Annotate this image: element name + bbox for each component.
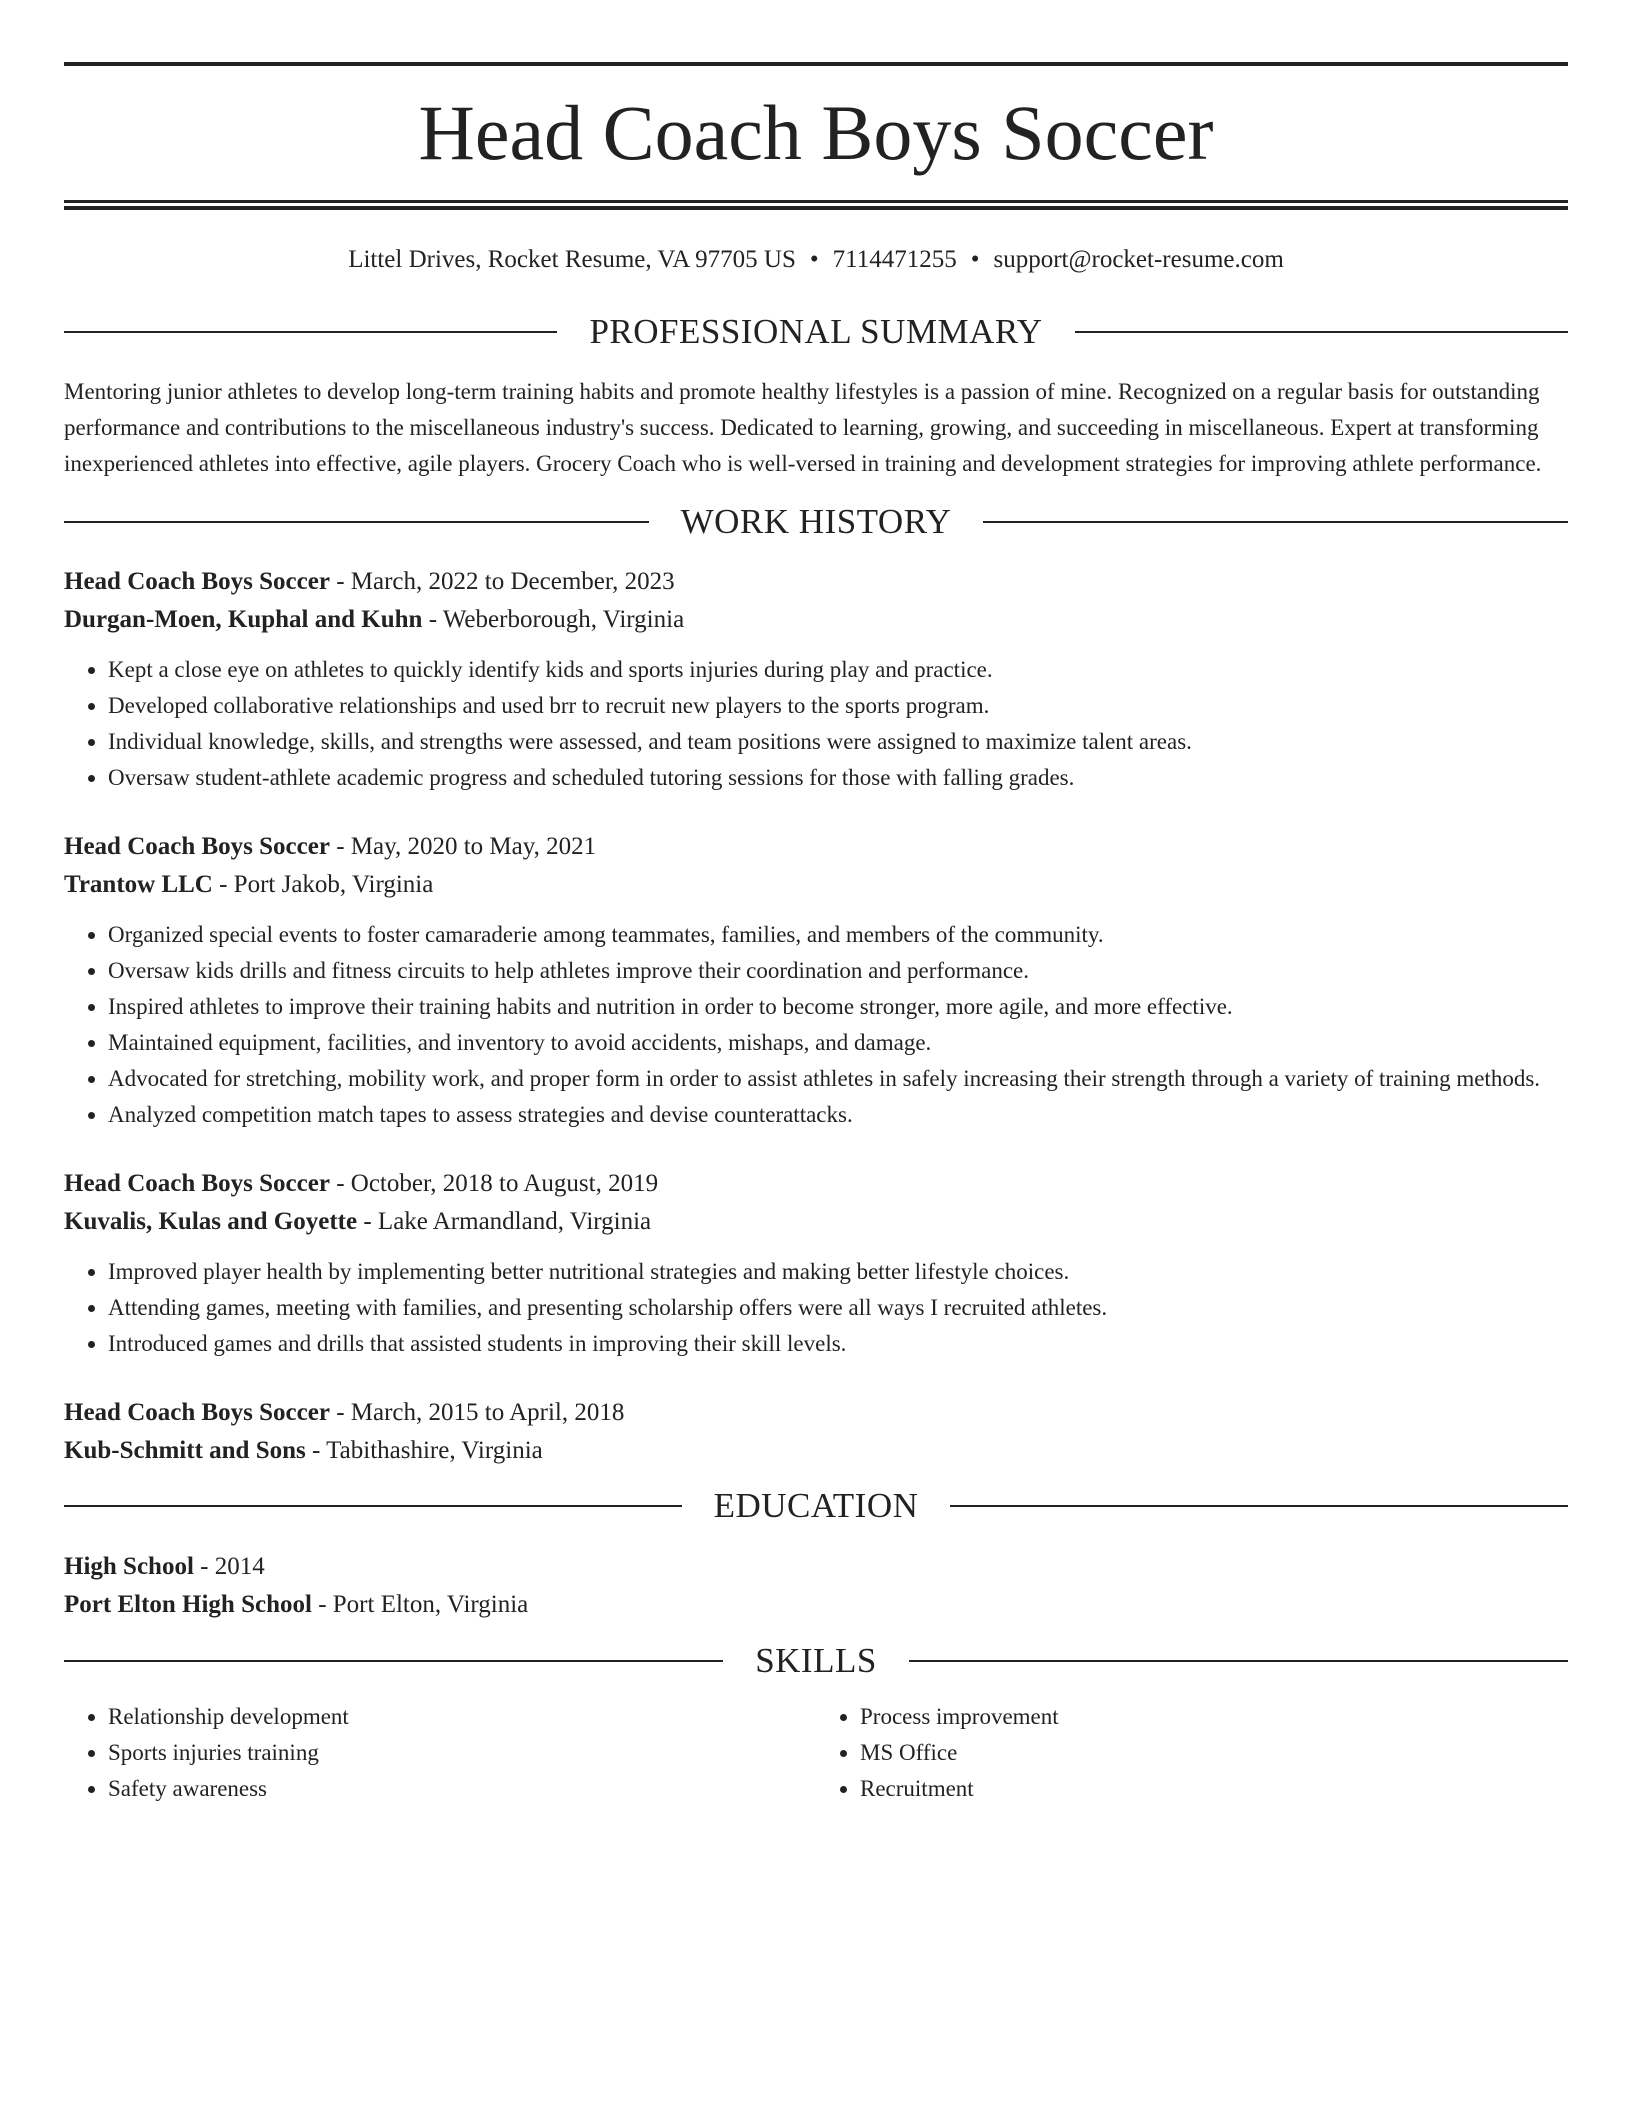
job-bullet: • Introduced games and drills that assisted students in improving their skill levels.	[108, 1326, 1568, 1362]
job-bullet: • Inspired athletes to improve their training habits and nutrition in order to become stronger, more agile, and more effective.	[108, 989, 1568, 1025]
job-bullets	[64, 1254, 1568, 1362]
job-title: Head Coach Boys Soccer	[64, 833, 330, 860]
job-title: Head Coach Boys Soccer	[64, 568, 330, 595]
contact-line	[64, 244, 1568, 276]
job-bullet: • Analyzed competition match tapes to assess strategies and devise counterattacks.	[108, 1097, 1568, 1133]
education-year: - 2014	[193, 1553, 265, 1580]
job-location: - Lake Armandland, Virginia	[357, 1208, 652, 1235]
name-double-rule	[64, 200, 1568, 210]
job-title: Head Coach Boys Soccer	[64, 1170, 330, 1197]
skill-item: • Process improvement	[860, 1699, 1568, 1735]
skills-column-left	[64, 1699, 816, 1807]
skills-section-heading	[64, 1640, 1568, 1682]
job-bullets	[64, 917, 1568, 1133]
heading-rule-left	[64, 521, 649, 523]
education-degree: High School	[64, 1553, 194, 1580]
job-title-line	[64, 1394, 1568, 1432]
education-school-line	[64, 1586, 1568, 1624]
email: support@rocket-resume.com	[993, 246, 1284, 273]
heading-rule-right	[950, 1505, 1568, 1507]
heading-rule-left	[64, 1660, 723, 1662]
education-entry	[64, 1548, 1568, 1624]
skills-list	[64, 1699, 1568, 1807]
education-location: - Port Elton, Virginia	[311, 1591, 529, 1618]
job-entry	[64, 563, 1568, 796]
job-entry	[64, 828, 1568, 1133]
job-location: - Weberborough, Virginia	[422, 606, 685, 633]
job-dates: - October, 2018 to August, 2019	[329, 1170, 659, 1197]
job-company: Trantow LLC	[64, 871, 213, 898]
education-section-heading	[64, 1485, 1568, 1527]
job-company-line	[64, 1432, 1568, 1470]
job-title-line	[64, 563, 1568, 601]
skills-column-right	[816, 1699, 1568, 1807]
job-bullet: • Attending games, meeting with families, and presenting scholarship offers were all ways I recruited athletes.	[108, 1290, 1568, 1326]
phone: 7114471255	[832, 246, 957, 273]
education-degree-line	[64, 1548, 1568, 1586]
job-company: Kuvalis, Kulas and Goyette	[64, 1208, 358, 1235]
job-location: - Port Jakob, Virginia	[212, 871, 434, 898]
summary-heading: PROFESSIONAL SUMMARY	[589, 312, 1043, 351]
heading-rule-right	[909, 1660, 1568, 1662]
job-bullet: • Developed collaborative relationships and used brr to recruit new players to the sports program.	[108, 688, 1568, 724]
job-company-line	[64, 866, 1568, 904]
summary-section-heading	[64, 311, 1568, 353]
job-entry	[64, 1394, 1568, 1470]
contact-separator: •	[809, 246, 819, 273]
skill-item: • MS Office	[860, 1735, 1568, 1771]
job-bullet: • Oversaw student-athlete academic progress and scheduled tutoring sessions for those with falling grades.	[108, 760, 1568, 796]
work-heading: WORK HISTORY	[680, 502, 952, 541]
skill-item: • Safety awareness	[108, 1771, 816, 1807]
heading-rule-right	[1075, 331, 1568, 333]
job-bullet: • Kept a close eye on athletes to quickly identify kids and sports injuries during play and practice.	[108, 652, 1568, 688]
job-bullets	[64, 652, 1568, 796]
job-dates: - May, 2020 to May, 2021	[329, 833, 597, 860]
job-company: Kub-Schmitt and Sons	[64, 1437, 306, 1464]
address: Littel Drives, Rocket Resume, VA 97705 US	[348, 246, 796, 273]
education-school: Port Elton High School	[64, 1591, 312, 1618]
job-bullet: • Advocated for stretching, mobility work, and proper form in order to assist athletes in safely increasing their strength through a variety of training methods.	[108, 1061, 1568, 1097]
job-bullet: • Maintained equipment, facilities, and inventory to avoid accidents, mishaps, and damage.	[108, 1025, 1568, 1061]
job-title: Head Coach Boys Soccer	[64, 1399, 330, 1426]
heading-rule-left	[64, 1505, 682, 1507]
top-rule	[64, 62, 1568, 66]
job-dates: - March, 2022 to December, 2023	[329, 568, 675, 595]
education-heading: EDUCATION	[713, 1486, 919, 1525]
job-bullet: • Improved player health by implementing better nutritional strategies and making better lifestyle choices.	[108, 1254, 1568, 1290]
skill-item: • Relationship development	[108, 1699, 816, 1735]
summary-text: Mentoring junior athletes to develop long-term training habits and promote healthy lifestyles is a passion of mine. Recognized on a regular basis for outstanding performance and contributions to the miscellaneous industry's success. Dedicated to learning, growing, and succeeding in miscellaneous. Expert at transforming inexperienced athletes into effective, agile players. Grocery Coach who is well-versed in training and development strategies for improving athlete performance.	[64, 379, 1542, 476]
contact-separator: •	[970, 246, 980, 273]
job-bullet: • Individual knowledge, skills, and strengths were assessed, and team positions were assigned to maximize talent areas.	[108, 724, 1568, 760]
job-company: Durgan-Moen, Kuphal and Kuhn	[64, 606, 423, 633]
job-entry	[64, 1165, 1568, 1362]
heading-rule-right	[983, 521, 1568, 523]
job-dates: - March, 2015 to April, 2018	[329, 1399, 625, 1426]
skill-item: • Sports injuries training	[108, 1735, 816, 1771]
job-title-line	[64, 828, 1568, 866]
work-section-heading	[64, 501, 1568, 543]
skill-item: • Recruitment	[860, 1771, 1568, 1807]
job-title-line	[64, 1165, 1568, 1203]
job-bullet: • Oversaw kids drills and fitness circuits to help athletes improve their coordination and performance.	[108, 953, 1568, 989]
job-company-line	[64, 601, 1568, 639]
job-bullet: • Organized special events to foster camaraderie among teammates, families, and members of the community.	[108, 917, 1568, 953]
job-location: - Tabithashire, Virginia	[305, 1437, 543, 1464]
skills-heading: SKILLS	[755, 1641, 877, 1680]
candidate-name: Head Coach Boys Soccer	[418, 89, 1214, 176]
job-company-line	[64, 1203, 1568, 1241]
heading-rule-left	[64, 331, 557, 333]
